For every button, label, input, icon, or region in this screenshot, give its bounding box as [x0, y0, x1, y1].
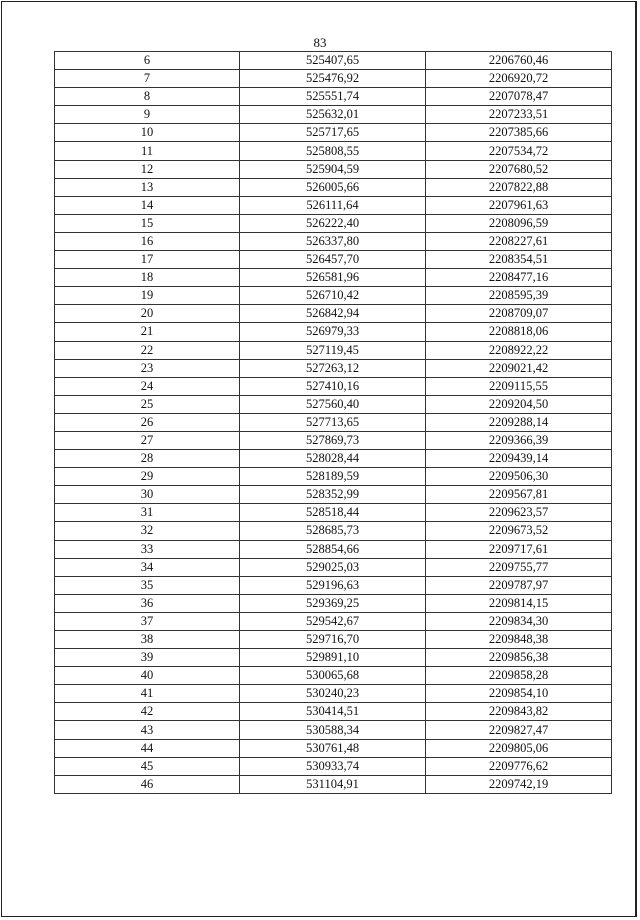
table-row	[55, 413, 612, 431]
x-coordinate-cell: 529542,67	[240, 612, 426, 630]
x-coordinate-cell: 530933,74	[240, 757, 426, 775]
x-coordinate-cell: 530588,34	[240, 721, 426, 739]
y-coordinate-cell: 2207385,66	[426, 124, 612, 142]
y-coordinate-cell: 2209673,52	[426, 522, 612, 540]
y-coordinate-cell: 2209805,06	[426, 739, 612, 757]
y-coordinate-cell: 2209755,77	[426, 558, 612, 576]
y-coordinate-cell: 2207822,88	[426, 178, 612, 196]
y-coordinate-cell: 2207680,52	[426, 160, 612, 178]
point-number-cell: 35	[55, 576, 240, 594]
x-coordinate-cell: 527119,45	[240, 341, 426, 359]
x-coordinate-cell: 530240,23	[240, 685, 426, 703]
table-row	[55, 775, 612, 793]
x-coordinate-cell: 525632,01	[240, 106, 426, 124]
y-coordinate-cell: 2207233,51	[426, 106, 612, 124]
y-coordinate-cell: 2206920,72	[426, 70, 612, 88]
y-coordinate-cell: 2209623,57	[426, 504, 612, 522]
x-coordinate-cell: 527410,16	[240, 377, 426, 395]
x-coordinate-cell: 527263,12	[240, 359, 426, 377]
point-number-cell: 42	[55, 703, 240, 721]
point-number-cell: 41	[55, 685, 240, 703]
point-number-cell: 25	[55, 395, 240, 413]
y-coordinate-cell: 2207534,72	[426, 142, 612, 160]
point-number-cell: 15	[55, 214, 240, 232]
point-number-cell: 39	[55, 649, 240, 667]
y-coordinate-cell: 2208227,61	[426, 232, 612, 250]
x-coordinate-cell: 525551,74	[240, 88, 426, 106]
point-number-cell: 7	[55, 70, 240, 88]
table-row	[55, 287, 612, 305]
x-coordinate-cell: 531104,91	[240, 775, 426, 793]
table-row	[55, 431, 612, 449]
point-number-cell: 16	[55, 232, 240, 250]
x-coordinate-cell: 529025,03	[240, 558, 426, 576]
x-coordinate-cell: 528518,44	[240, 504, 426, 522]
table-row	[55, 594, 612, 612]
x-coordinate-cell: 528189,59	[240, 468, 426, 486]
x-coordinate-cell: 526979,33	[240, 323, 426, 341]
x-coordinate-cell: 526457,70	[240, 251, 426, 269]
y-coordinate-cell: 2209858,28	[426, 667, 612, 685]
y-coordinate-cell: 2209204,50	[426, 395, 612, 413]
table-row	[55, 486, 612, 504]
y-coordinate-cell: 2209827,47	[426, 721, 612, 739]
table-row	[55, 142, 612, 160]
y-coordinate-cell: 2209439,14	[426, 450, 612, 468]
table-row	[55, 721, 612, 739]
table-row	[55, 522, 612, 540]
table-row	[55, 558, 612, 576]
y-coordinate-cell: 2209856,38	[426, 649, 612, 667]
point-number-cell: 32	[55, 522, 240, 540]
point-number-cell: 12	[55, 160, 240, 178]
x-coordinate-cell: 529716,70	[240, 631, 426, 649]
y-coordinate-cell: 2209115,55	[426, 377, 612, 395]
y-coordinate-cell: 2208595,39	[426, 287, 612, 305]
table-row	[55, 88, 612, 106]
x-coordinate-cell: 529369,25	[240, 594, 426, 612]
page-number: 83	[313, 35, 327, 50]
table-row	[55, 468, 612, 486]
y-coordinate-cell: 2208354,51	[426, 251, 612, 269]
point-number-cell: 19	[55, 287, 240, 305]
x-coordinate-cell: 527869,73	[240, 431, 426, 449]
point-number-cell: 18	[55, 269, 240, 287]
y-coordinate-cell: 2209567,81	[426, 486, 612, 504]
point-number-cell: 20	[55, 305, 240, 323]
table-row	[55, 377, 612, 395]
y-coordinate-cell: 2207961,63	[426, 196, 612, 214]
coordinates-table-body	[55, 52, 612, 794]
point-number-cell: 44	[55, 739, 240, 757]
point-number-cell: 34	[55, 558, 240, 576]
x-coordinate-cell: 525808,55	[240, 142, 426, 160]
point-number-cell: 43	[55, 721, 240, 739]
x-coordinate-cell: 525407,65	[240, 52, 426, 70]
table-row	[55, 540, 612, 558]
y-coordinate-cell: 2208477,16	[426, 269, 612, 287]
y-coordinate-cell: 2209854,10	[426, 685, 612, 703]
point-number-cell: 38	[55, 631, 240, 649]
point-number-cell: 13	[55, 178, 240, 196]
y-coordinate-cell: 2208709,07	[426, 305, 612, 323]
point-number-cell: 8	[55, 88, 240, 106]
x-coordinate-cell: 530414,51	[240, 703, 426, 721]
point-number-cell: 6	[55, 52, 240, 70]
x-coordinate-cell: 525904,59	[240, 160, 426, 178]
y-coordinate-cell: 2209366,39	[426, 431, 612, 449]
table-row	[55, 52, 612, 70]
point-number-cell: 33	[55, 540, 240, 558]
x-coordinate-cell: 525717,65	[240, 124, 426, 142]
point-number-cell: 31	[55, 504, 240, 522]
point-number-cell: 21	[55, 323, 240, 341]
x-coordinate-cell: 527713,65	[240, 413, 426, 431]
x-coordinate-cell: 530761,48	[240, 739, 426, 757]
y-coordinate-cell: 2209843,82	[426, 703, 612, 721]
y-coordinate-cell: 2209848,38	[426, 631, 612, 649]
table-row	[55, 757, 612, 775]
point-number-cell: 17	[55, 251, 240, 269]
x-coordinate-cell: 527560,40	[240, 395, 426, 413]
x-coordinate-cell: 528685,73	[240, 522, 426, 540]
table-row	[55, 576, 612, 594]
table-row	[55, 450, 612, 468]
table-row	[55, 232, 612, 250]
x-coordinate-cell: 526005,66	[240, 178, 426, 196]
table-row	[55, 214, 612, 232]
y-coordinate-cell: 2209834,30	[426, 612, 612, 630]
table-row	[55, 395, 612, 413]
point-number-cell: 29	[55, 468, 240, 486]
table-row	[55, 685, 612, 703]
point-number-cell: 36	[55, 594, 240, 612]
table-row	[55, 196, 612, 214]
y-coordinate-cell: 2209717,61	[426, 540, 612, 558]
coordinates-table	[54, 51, 612, 794]
y-coordinate-cell: 2209742,19	[426, 775, 612, 793]
y-coordinate-cell: 2209787,97	[426, 576, 612, 594]
point-number-cell: 27	[55, 431, 240, 449]
x-coordinate-cell: 526337,80	[240, 232, 426, 250]
table-row	[55, 160, 612, 178]
table-row	[55, 703, 612, 721]
y-coordinate-cell: 2206760,46	[426, 52, 612, 70]
table-row	[55, 70, 612, 88]
y-coordinate-cell: 2209814,15	[426, 594, 612, 612]
x-coordinate-cell: 528352,99	[240, 486, 426, 504]
x-coordinate-cell: 526581,96	[240, 269, 426, 287]
table-row	[55, 305, 612, 323]
point-number-cell: 22	[55, 341, 240, 359]
y-coordinate-cell: 2209506,30	[426, 468, 612, 486]
table-row	[55, 739, 612, 757]
point-number-cell: 37	[55, 612, 240, 630]
point-number-cell: 10	[55, 124, 240, 142]
point-number-cell: 11	[55, 142, 240, 160]
y-coordinate-cell: 2209776,62	[426, 757, 612, 775]
point-number-cell: 30	[55, 486, 240, 504]
table-row	[55, 667, 612, 685]
x-coordinate-cell: 528028,44	[240, 450, 426, 468]
y-coordinate-cell: 2209288,14	[426, 413, 612, 431]
x-coordinate-cell: 528854,66	[240, 540, 426, 558]
y-coordinate-cell: 2209021,42	[426, 359, 612, 377]
x-coordinate-cell: 526222,40	[240, 214, 426, 232]
point-number-cell: 40	[55, 667, 240, 685]
table-row	[55, 323, 612, 341]
point-number-cell: 46	[55, 775, 240, 793]
y-coordinate-cell: 2208096,59	[426, 214, 612, 232]
y-coordinate-cell: 2208922,22	[426, 341, 612, 359]
table-row	[55, 106, 612, 124]
point-number-cell: 26	[55, 413, 240, 431]
point-number-cell: 28	[55, 450, 240, 468]
table-row	[55, 649, 612, 667]
y-coordinate-cell: 2207078,47	[426, 88, 612, 106]
table-row	[55, 178, 612, 196]
x-coordinate-cell: 525476,92	[240, 70, 426, 88]
x-coordinate-cell: 526842,94	[240, 305, 426, 323]
point-number-cell: 45	[55, 757, 240, 775]
point-number-cell: 23	[55, 359, 240, 377]
y-coordinate-cell: 2208818,06	[426, 323, 612, 341]
point-number-cell: 14	[55, 196, 240, 214]
table-row	[55, 269, 612, 287]
point-number-cell: 9	[55, 106, 240, 124]
x-coordinate-cell: 530065,68	[240, 667, 426, 685]
table-row	[55, 612, 612, 630]
table-row	[55, 631, 612, 649]
table-row	[55, 359, 612, 377]
x-coordinate-cell: 526111,64	[240, 196, 426, 214]
table-row	[55, 341, 612, 359]
table-row	[55, 251, 612, 269]
table-row	[55, 124, 612, 142]
point-number-cell: 24	[55, 377, 240, 395]
x-coordinate-cell: 529196,63	[240, 576, 426, 594]
x-coordinate-cell: 529891,10	[240, 649, 426, 667]
table-row	[55, 504, 612, 522]
x-coordinate-cell: 526710,42	[240, 287, 426, 305]
